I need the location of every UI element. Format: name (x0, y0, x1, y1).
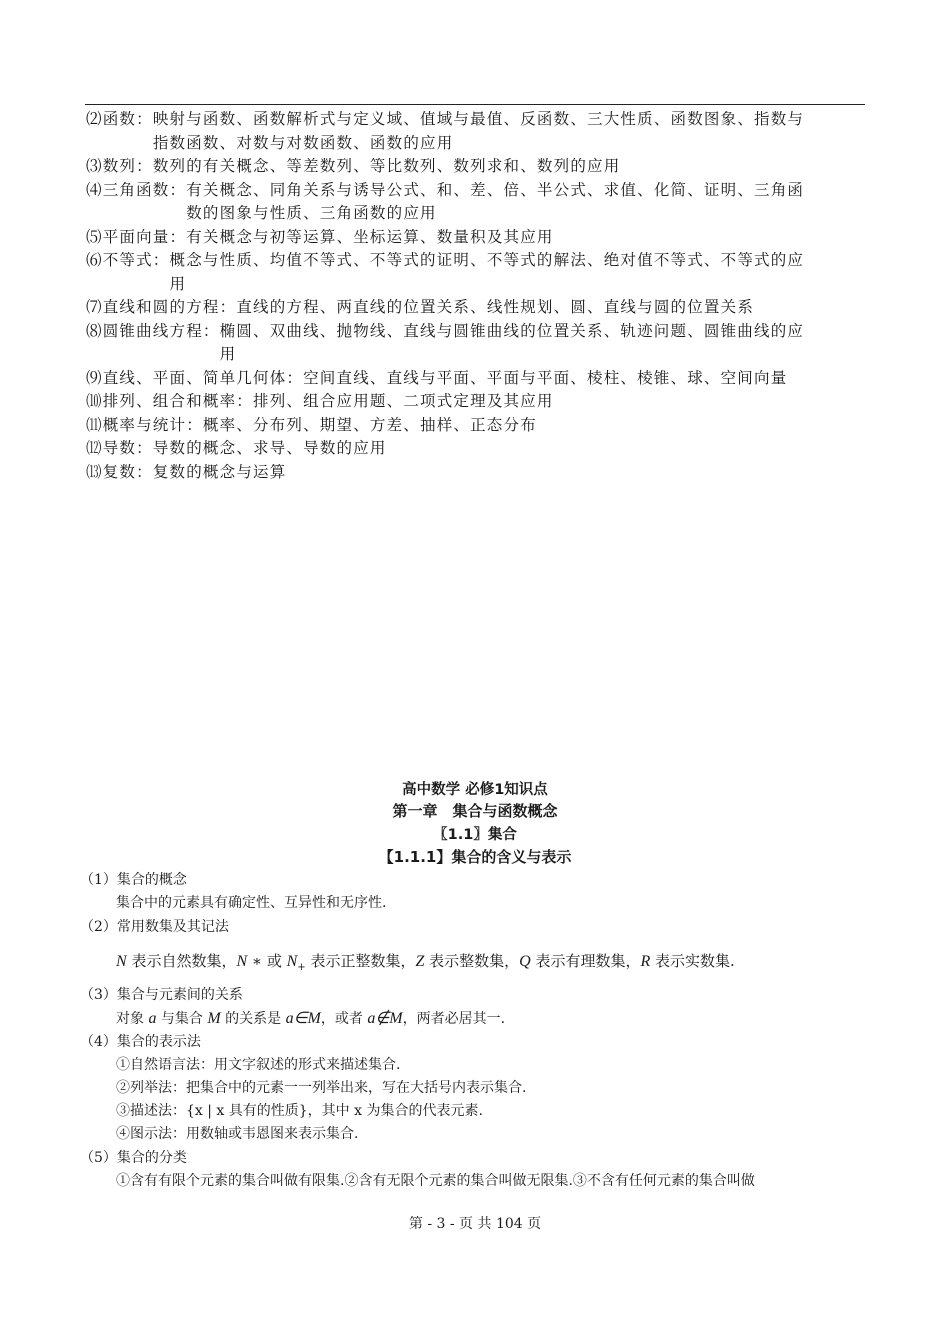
topic-item (86, 249, 866, 296)
topic-number: ⑷ (86, 180, 103, 199)
representation-item: ①自然语言法：用文字叙述的形式来描述集合. (116, 1057, 401, 1073)
topic-number: ⑶ (86, 157, 103, 175)
math-text: 的关系是 (220, 1011, 286, 1027)
representation-item: ②列举法：把集合中的元素一一列举出来，写在大括号内表示集合. (116, 1080, 527, 1096)
math-text: 表示有理数集， (530, 952, 641, 970)
positive-int-symbol: N (286, 953, 298, 970)
topic-number: ⑸ (86, 227, 103, 246)
topic-text: 复数的概念与运算 (152, 462, 287, 481)
belongs-relation: a∈M (285, 1010, 321, 1027)
topic-head: 概率与统计： (102, 415, 203, 434)
topic-number: ⑻ (86, 321, 103, 340)
topic-number: ⑾ (86, 415, 103, 434)
subsection-title: 【1.1.1】集合的含义与表示 (378, 848, 572, 866)
concept-heading: （1）集合的概念 (80, 872, 187, 888)
topic-item (86, 461, 866, 485)
topic-head: 直线和圆的方程： (102, 298, 237, 316)
rational-set-symbol: Q (519, 953, 531, 970)
topic-text: 映射与函数、函数解析式与定义域、值域与最值、反函数、三大性质、函数图象、指数与 (152, 110, 805, 128)
topic-list (86, 108, 866, 484)
set-symbol: M (207, 1010, 221, 1027)
topic-item (86, 437, 866, 461)
topic-text: 导数的概念、求导、导数的应用 (152, 439, 387, 457)
topic-item (86, 296, 866, 320)
representation-heading: （4）集合的表示法 (80, 1034, 201, 1050)
topic-number: ⑺ (86, 298, 103, 316)
topic-item (86, 390, 866, 414)
topic-head: 导数： (102, 439, 153, 457)
classification-text: ①含有有限个元素的集合叫做有限集.②含有无限个元素的集合叫做无限集.③不含有任何元素的集合叫做 (116, 1173, 755, 1189)
topic-text: 椭圆、双曲线、抛物线、直线与圆锥曲线的位置关系、轨迹问题、圆锥曲线的应 (219, 321, 805, 340)
math-text: 表示自然数集， (126, 952, 237, 970)
topic-head: 直线、平面、简单几何体： (102, 368, 304, 387)
page-footer: 第 - 3 - 页 共 104 页 (408, 1216, 542, 1232)
section-content (80, 868, 880, 1193)
math-text: 表示实数集. (650, 952, 735, 970)
topic-head: 数列： (102, 157, 153, 175)
topic-number: ⑿ (86, 439, 103, 457)
topic-head: 平面向量： (102, 227, 187, 246)
math-text: ∗ 或 (247, 952, 287, 970)
not-belongs-relation: a∉M (367, 1010, 403, 1027)
topic-text: 空间直线、直线与平面、平面与平面、棱柱、棱锥、球、空间向量 (303, 368, 788, 387)
topic-text: 用 (169, 274, 187, 293)
classification-heading: （5）集合的分类 (80, 1150, 187, 1166)
book-title: 高中数学 必修1知识点 (402, 782, 548, 798)
topic-item (86, 414, 866, 438)
topic-text: 有关概念与初等运算、坐标运算、数量积及其应用 (186, 227, 554, 246)
topic-number: ⑹ (86, 251, 103, 269)
topic-text: 用 (219, 345, 237, 363)
topic-item (86, 108, 866, 155)
math-text: 与集合 (156, 1011, 208, 1027)
plus-subscript: + (297, 962, 306, 973)
section-title: 〖1.1〗集合 (433, 827, 517, 843)
concept-text: 集合中的元素具有确定性、互异性和无序性. (116, 895, 387, 911)
topic-item (86, 155, 866, 179)
integer-set-symbol: Z (415, 953, 425, 970)
representation-item: ④图示法：用数轴或韦恩图来表示集合. (116, 1126, 359, 1142)
topic-text: 直线的方程、两直线的位置关系、线性规划、圆、直线与圆的位置关系 (236, 298, 755, 316)
math-text: ，或者 (320, 1011, 368, 1027)
topic-text: 数列的有关概念、等差数列、等比数列、数列求和、数列的应用 (152, 157, 621, 175)
topic-number: ⑽ (86, 392, 103, 410)
chapter-title: 第一章 集合与函数概念 (392, 802, 558, 820)
topic-number: ⑵ (86, 110, 103, 128)
positive-int-symbol: N (236, 953, 248, 970)
topic-text: 概念与性质、均值不等式、不等式的证明、不等式的解法、绝对值不等式、不等式的应 (169, 251, 805, 269)
element-symbol: a (148, 1010, 157, 1027)
real-set-symbol: R (640, 953, 651, 970)
relation-line (80, 1007, 880, 1030)
topic-head: 圆锥曲线方程： (102, 321, 220, 340)
number-sets-heading: （2）常用数集及其记法 (80, 919, 229, 935)
natural-set-symbol: N (116, 953, 127, 970)
topic-text: 数的图象与性质、三角函数的应用 (186, 204, 437, 222)
topic-head: 不等式： (102, 251, 170, 269)
topic-text: 有关概念、同角关系与诱导公式、和、差、倍、半公式、求值、化简、证明、三角函 (186, 180, 805, 199)
topic-number: ⒀ (86, 462, 103, 481)
representation-item: ③描述法：{x | x 具有的性质}，其中 x 为集合的代表元素. (116, 1103, 483, 1119)
topic-item (86, 367, 866, 391)
topic-head: 复数： (102, 462, 153, 481)
topic-number: ⑼ (86, 368, 103, 387)
topic-head: 三角函数： (102, 180, 187, 199)
topic-head: 函数： (102, 110, 153, 128)
relation-heading: （3）集合与元素间的关系 (80, 987, 243, 1003)
math-text: 表示整数集， (424, 952, 520, 970)
top-rule (85, 104, 865, 105)
topic-text: 排列、组合应用题、二项式定理及其应用 (253, 392, 554, 410)
topic-item (86, 179, 866, 226)
topic-text: 概率、分布列、期望、方差、抽样、正态分布 (202, 415, 537, 434)
math-text: 表示正整数集， (305, 952, 416, 970)
topic-head: 排列、组合和概率： (102, 392, 254, 410)
number-sets-line (80, 939, 880, 983)
topic-item (86, 226, 866, 250)
topic-item (86, 320, 866, 367)
math-text: ，两者必居其一. (402, 1011, 506, 1027)
topic-text: 指数函数、对数与对数函数、函数的应用 (152, 133, 454, 152)
math-text: 对象 (116, 1011, 149, 1027)
